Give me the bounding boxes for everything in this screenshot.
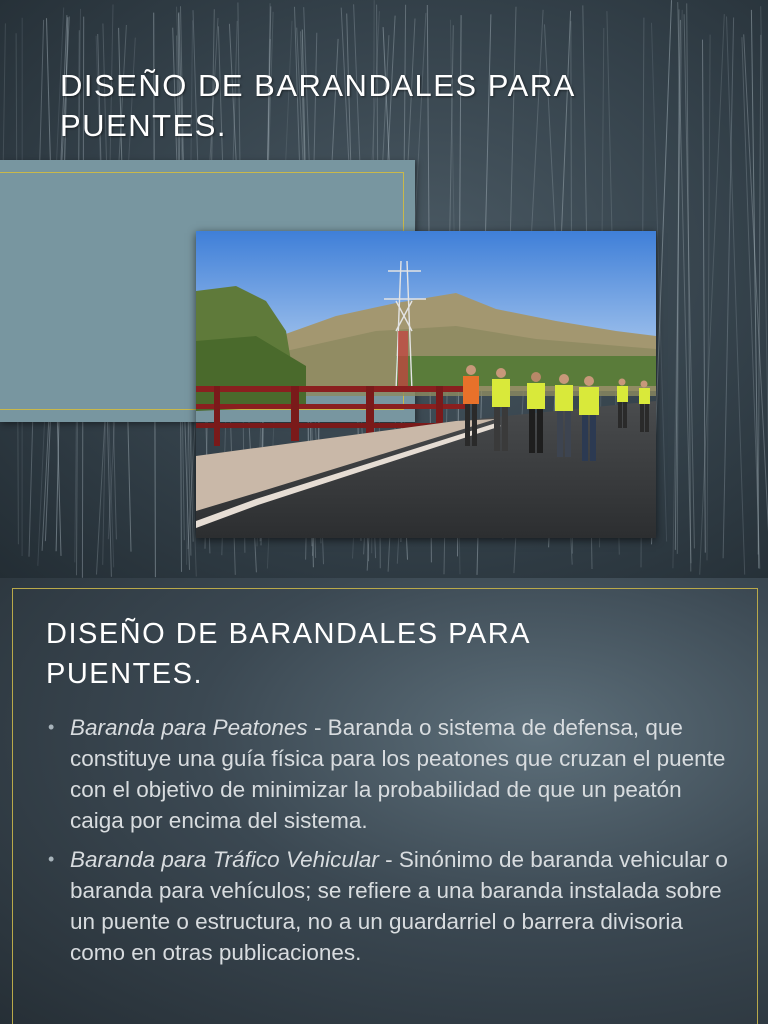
decorative-streak xyxy=(727,17,745,575)
bullet-text: - Sinónimo de baranda vehicular o baranda para vehículos; se refiere a una baranda instalada sobre un puente o estructura, no a un guardarriel o barrera divisoria como en otras publicaciones. xyxy=(70,847,728,965)
list-item xyxy=(46,844,736,968)
decorative-streak xyxy=(744,34,768,548)
decorative-streak xyxy=(761,6,768,551)
slide-1-title: DISEÑO DE BARANDALES PARA PUENTES. xyxy=(60,68,575,143)
list-item xyxy=(46,712,736,836)
decorative-streak xyxy=(751,10,758,569)
bullet-list xyxy=(46,712,736,976)
decorative-streak xyxy=(723,18,734,559)
decorative-streak xyxy=(758,35,761,555)
bullet-dot-icon: • xyxy=(48,717,55,737)
bullet-term: Baranda para Peatones xyxy=(70,715,308,740)
bullet-dot-icon: • xyxy=(48,849,55,869)
bullet-text: - Baranda o sistema de defensa, que constituye una guía física para los peatones que cruzan el puente con el objetivo de minimizar la probabilidad de que un peatón caiga por encima del sistema. xyxy=(70,715,726,833)
decorative-streak xyxy=(700,14,725,575)
slide-2-title: DISEÑO DE BARANDALES PARA PUENTES. xyxy=(46,618,530,690)
slide-2 xyxy=(0,578,768,1024)
bridge-photo-illustration xyxy=(196,231,656,538)
bridge-photo xyxy=(196,231,656,538)
decorative-streak xyxy=(707,35,710,561)
bullet-term: Baranda para Tráfico Vehicular xyxy=(70,847,379,872)
